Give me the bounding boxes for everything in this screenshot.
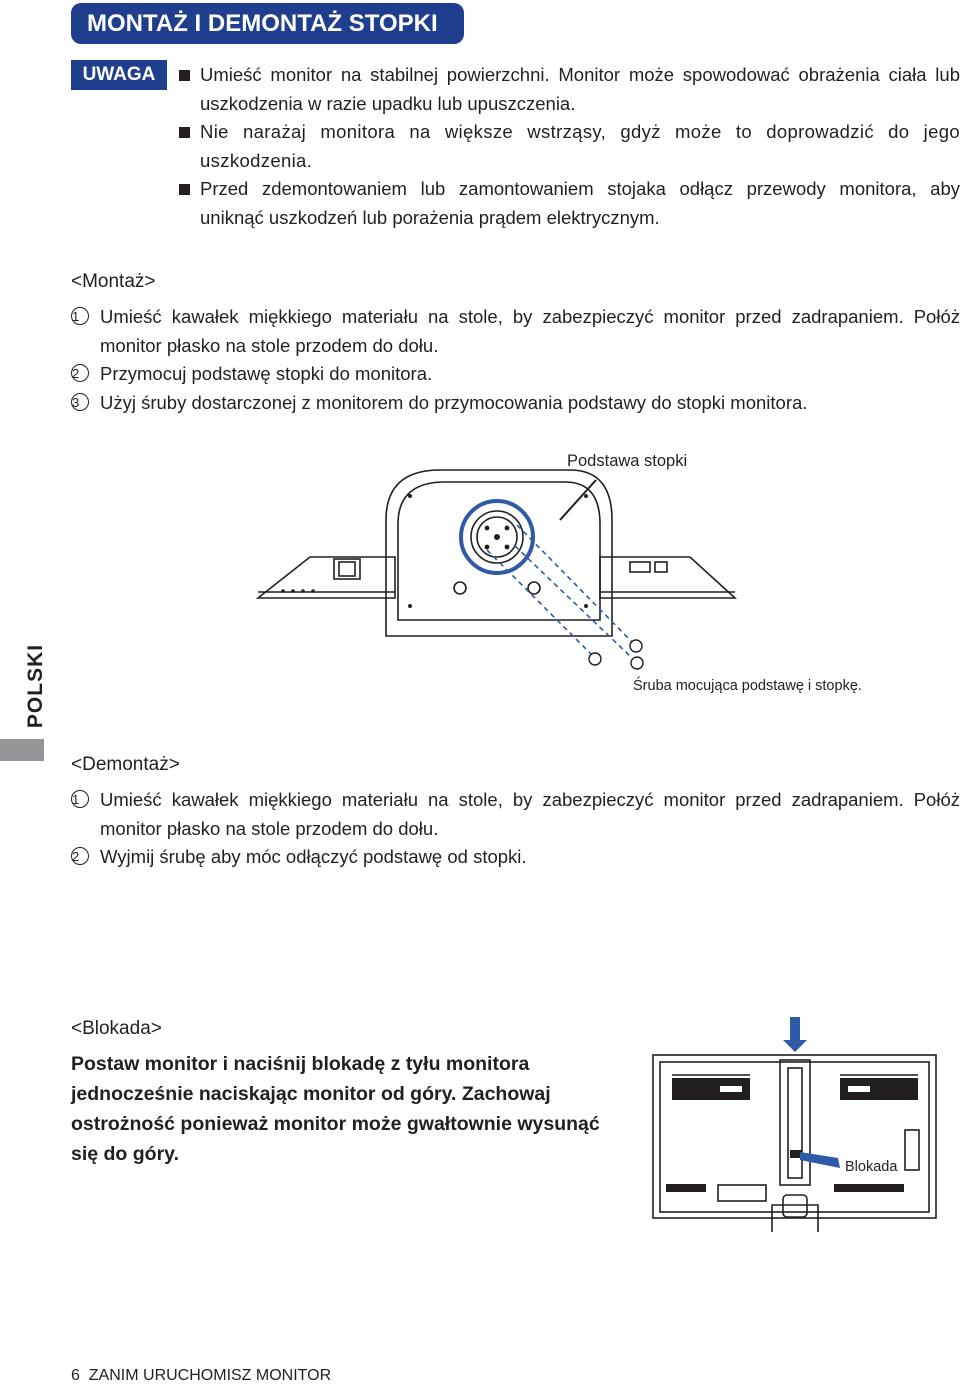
warning-item-text: Nie narażaj monitora na większe wstrząsy, gdyż może to doprowadzić do jego uszkodzenia. <box>200 121 960 171</box>
warning-list <box>178 61 960 232</box>
blokada-text: Postaw monitor i naciśnij blokadę z tyłu monitora jednocześnie naciskając monitor od góry. Zachowaj ostrożność ponieważ monitor może gwałtownie wysunąć się do góry. <box>71 1053 600 1165</box>
montaz-heading: <Montaż> <box>71 271 156 292</box>
demontaz-heading: <Demontaż> <box>71 754 180 775</box>
footer-text: ZANIM URUCHOMISZ MONITOR <box>88 1367 332 1384</box>
warning-item-text: Umieść monitor na stabilnej powierzchni. Monitor może spowodować obrażenia ciała lub uszkodzenia w razie upadku lub upuszczenia. <box>200 64 960 114</box>
step-number: 2 <box>71 364 89 382</box>
step-item <box>71 303 960 360</box>
language-tab-label: POLSKI <box>24 643 47 729</box>
demontaz-steps <box>71 786 960 872</box>
page-number: 6 <box>71 1367 80 1384</box>
step-text: Umieść kawałek miękkiego materiału na stole, by zabezpieczyć monitor przed zadrapaniem. Połóż monitor płasko na stole przodem do dołu. <box>100 789 960 839</box>
stand-base-inner <box>398 482 600 620</box>
page-title: MONTAŻ I DEMONTAŻ STOPKI <box>71 3 464 44</box>
base-hole <box>528 582 540 594</box>
side-buttons <box>905 1130 919 1170</box>
monitor-back <box>653 1055 936 1218</box>
blokada-heading: <Blokada> <box>71 1018 162 1039</box>
warning-badge: UWAGA <box>71 60 167 90</box>
bullet-square-icon <box>179 184 190 195</box>
step-item <box>71 786 960 843</box>
down-arrow-icon <box>783 1017 807 1052</box>
bullet-square-icon <box>179 127 190 138</box>
step-text: Przymocuj podstawę stopki do monitora. <box>100 363 433 385</box>
label-sruba: Śruba mocująca podstawę i stopkę. <box>633 678 862 694</box>
bullet-square-icon <box>179 70 190 81</box>
montaz-steps <box>71 303 960 417</box>
stand-column <box>780 1060 810 1185</box>
screw-icons <box>589 640 643 669</box>
lock-pointer <box>800 1152 840 1168</box>
monitor-back-left <box>258 557 395 598</box>
step-number: 1 <box>71 790 89 808</box>
step-text: Wyjmij śrubę aby móc odłączyć podstawę od stopki. <box>100 846 527 868</box>
pointer-line <box>560 480 596 520</box>
language-tab-marker <box>0 739 44 761</box>
mount-hub <box>471 511 523 563</box>
step-text: Użyj śruby dostarczonej z monitorem do przymocowania podstawy do stopki monitora. <box>100 391 808 413</box>
power-socket <box>334 559 360 579</box>
step-text: Umieść kawałek miękkiego materiału na stole, by zabezpieczyć monitor przed zadrapaniem. Połóż monitor płasko na stole przodem do dołu. <box>100 306 960 356</box>
warning-item <box>178 175 960 232</box>
step-item <box>71 389 960 418</box>
vga-port <box>630 562 650 572</box>
highlight-ring <box>461 501 533 573</box>
monitor-back-right <box>600 557 735 598</box>
label-blokada: Blokada <box>845 1159 898 1175</box>
warning-item <box>178 118 960 175</box>
step-number: 1 <box>71 307 89 325</box>
step-item <box>71 843 960 872</box>
page-footer <box>71 1367 331 1385</box>
warning-item-text: Przed zdemontowaniem lub zamontowaniem stojaka odłącz przewody monitora, aby uniknąć uszkodzeń lub porażenia prądem elektrycznym. <box>200 178 960 228</box>
base-hole <box>454 582 466 594</box>
language-tab <box>20 640 52 732</box>
dvi-port <box>655 562 667 572</box>
step-number: 3 <box>71 393 89 411</box>
stand-foot <box>772 1205 818 1232</box>
step-item <box>71 360 960 389</box>
stand-base-outer <box>386 470 612 636</box>
label-podstawa-stopki: Podstawa stopki <box>567 452 688 470</box>
step-number: 2 <box>71 847 89 865</box>
warning-item <box>178 61 960 118</box>
